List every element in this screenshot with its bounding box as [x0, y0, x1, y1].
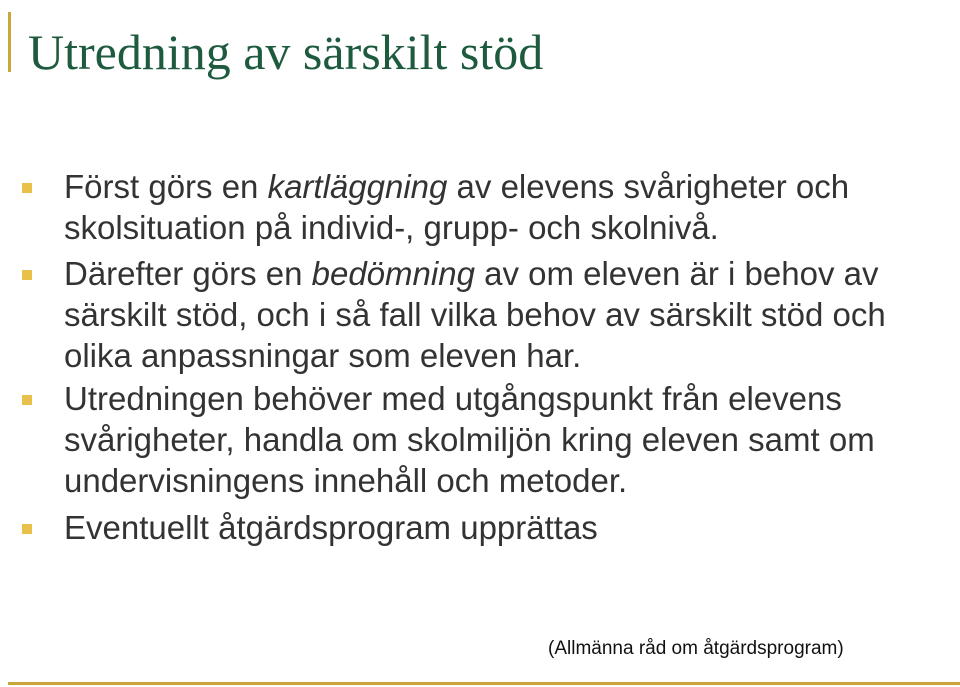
bullet-atgardsprogram	[22, 507, 952, 548]
bullet-emphasis: bedömning	[311, 255, 475, 292]
bullet-text-after: av elevens svårigheter och skolsituation på individ-, grupp- och skolnivå.	[64, 168, 850, 246]
source-footnote: (Allmänna råd om åtgärdsprogram)	[548, 638, 844, 659]
square-bullet-icon	[22, 395, 32, 405]
slide-title: Utredning av särskilt stöd	[28, 24, 544, 80]
bullet-list	[22, 166, 952, 548]
bullet-emphasis: kartläggning	[267, 168, 448, 205]
bullet-text-before: Först görs en	[64, 168, 268, 205]
bullet-text: Utredningen behöver med utgångspunkt från elevens svårigheter, handla om skolmiljön kring eleven samt om undervisningens innehåll och metoder.	[64, 380, 875, 499]
frame-line-left	[8, 12, 11, 72]
bullet-text: Eventuellt åtgärdsprogram upprättas	[64, 509, 598, 546]
frame-line-bottom	[8, 682, 960, 685]
bullet-kartlaggning	[22, 166, 952, 248]
bullet-utredningen	[22, 378, 952, 501]
bullet-text-before: Därefter görs en	[64, 255, 312, 292]
square-bullet-icon	[22, 270, 32, 280]
bullet-bedomning	[22, 253, 952, 376]
square-bullet-icon	[22, 524, 32, 534]
bullet-text-after: av om eleven är i behov av särskilt stöd, och i så fall vilka behov av särskilt stöd och olika anpassningar som eleven har.	[64, 255, 886, 374]
square-bullet-icon	[22, 183, 32, 193]
